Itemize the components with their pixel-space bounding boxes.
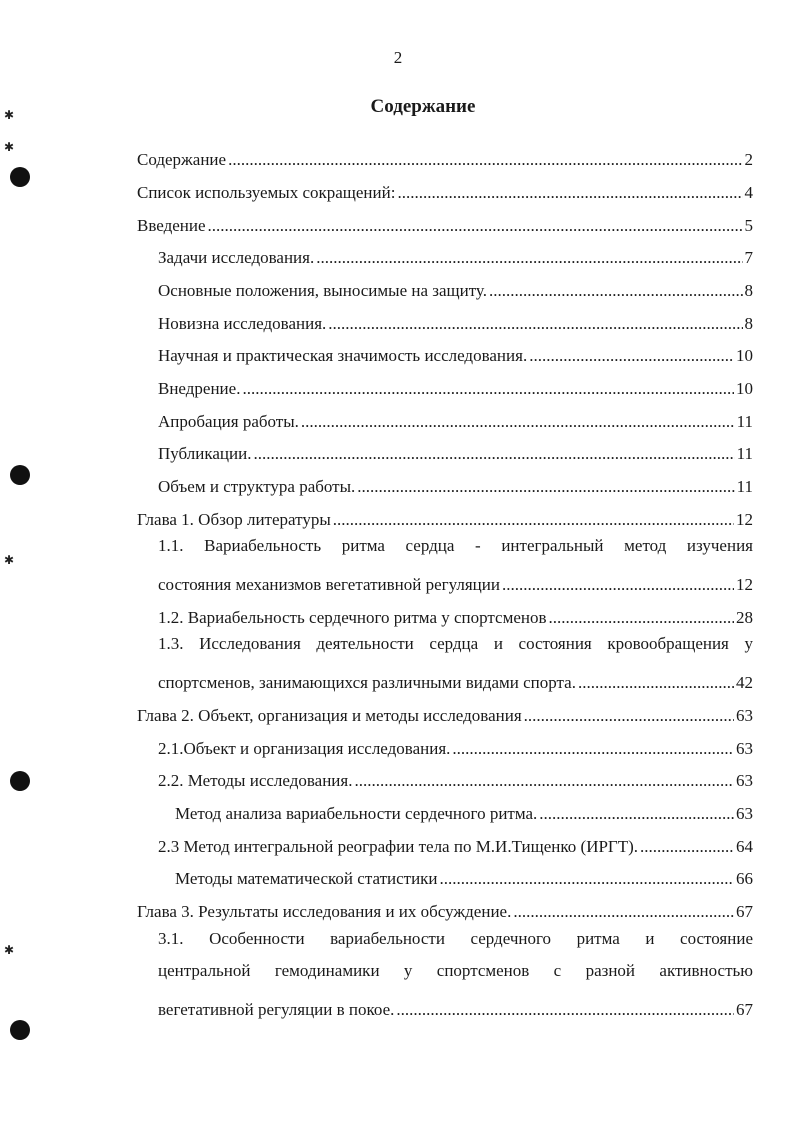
toc-entry[interactable]: Глава 3. Результаты исследования и их обсуждение. ..... 67	[137, 890, 753, 923]
toc-entry[interactable]: 2.2. Методы исследования. ..... 63	[137, 759, 753, 792]
toc-entry[interactable]: состояния механизмов вегетативной регуляции ..... 12	[137, 563, 753, 596]
toc-entry-line[interactable]: 1.3. Исследования деятельности сердца и состояния кровообращения у	[158, 634, 753, 654]
toc-entry[interactable]: Публикации. ..... 11	[137, 432, 753, 465]
page-number: 2	[393, 48, 403, 67]
punch-hole	[10, 1020, 30, 1040]
toc-entry[interactable]: Метод анализа вариабельности сердечного ритма. ..... 63	[137, 792, 753, 825]
punch-hole	[10, 771, 30, 791]
toc-entry[interactable]: 1.2. Вариабельность сердечного ритма у спортсменов ..... 28	[137, 596, 753, 629]
margin-mark: ✱	[4, 140, 15, 154]
toc-entry[interactable]: 2.1.Объект и организация исследования. ..... 63	[137, 726, 753, 759]
table-of-contents	[137, 138, 753, 1021]
toc-entry[interactable]: Внедрение. ..... 10	[137, 367, 753, 400]
toc-entry-line[interactable]: центральной гемодинамики у спортсменов с разной активностью	[158, 961, 753, 981]
toc-entry[interactable]: спортсменов, занимающихся различными видами спорта. ..... 42	[137, 661, 753, 694]
toc-entry[interactable]: Задачи исследования. ..... 7	[137, 236, 753, 269]
toc-entry[interactable]: Глава 2. Объект, организация и методы исследования ..... 63	[137, 694, 753, 727]
punch-hole	[10, 167, 30, 187]
toc-entry-line[interactable]: 3.1. Особенности вариабельности сердечного ритма и состояние	[158, 928, 753, 948]
toc-entry[interactable]: Методы математической статистики ..... 66	[137, 857, 753, 890]
toc-entry[interactable]: Введение ..... 5	[137, 203, 753, 236]
toc-entry[interactable]: Апробация работы. ..... 11	[137, 400, 753, 433]
toc-entry[interactable]: Содержание ..... 2	[137, 138, 753, 171]
toc-entry[interactable]: 2.3 Метод интегральной реографии тела по М.И.Тищенко (ИРГТ). ..... 64	[137, 824, 753, 857]
toc-entry[interactable]: Новизна исследования. ..... 8	[137, 301, 753, 334]
toc-entry[interactable]: Глава 1. Обзор литературы ..... 12	[137, 498, 753, 531]
toc-entry[interactable]: Список используемых сокращений: ..... 4	[137, 171, 753, 204]
margin-mark: ✱	[4, 108, 15, 122]
toc-entry[interactable]: Основные положения, выносимые на защиту. ..... 8	[137, 269, 753, 302]
toc-title: Содержание	[370, 96, 476, 117]
toc-entry[interactable]: вегетативной регуляции в покое. ..... 67	[137, 988, 753, 1021]
punch-hole	[10, 465, 30, 485]
toc-entry[interactable]: Научная и практическая значимость исследования. ..... 10	[137, 334, 753, 367]
margin-mark: ✱	[4, 943, 15, 957]
toc-entry[interactable]: Объем и структура работы. ..... 11	[137, 465, 753, 498]
toc-entry-line[interactable]: 1.1. Вариабельность ритма сердца - интегральный метод изучения	[158, 536, 753, 556]
margin-mark: ✱	[4, 553, 15, 567]
